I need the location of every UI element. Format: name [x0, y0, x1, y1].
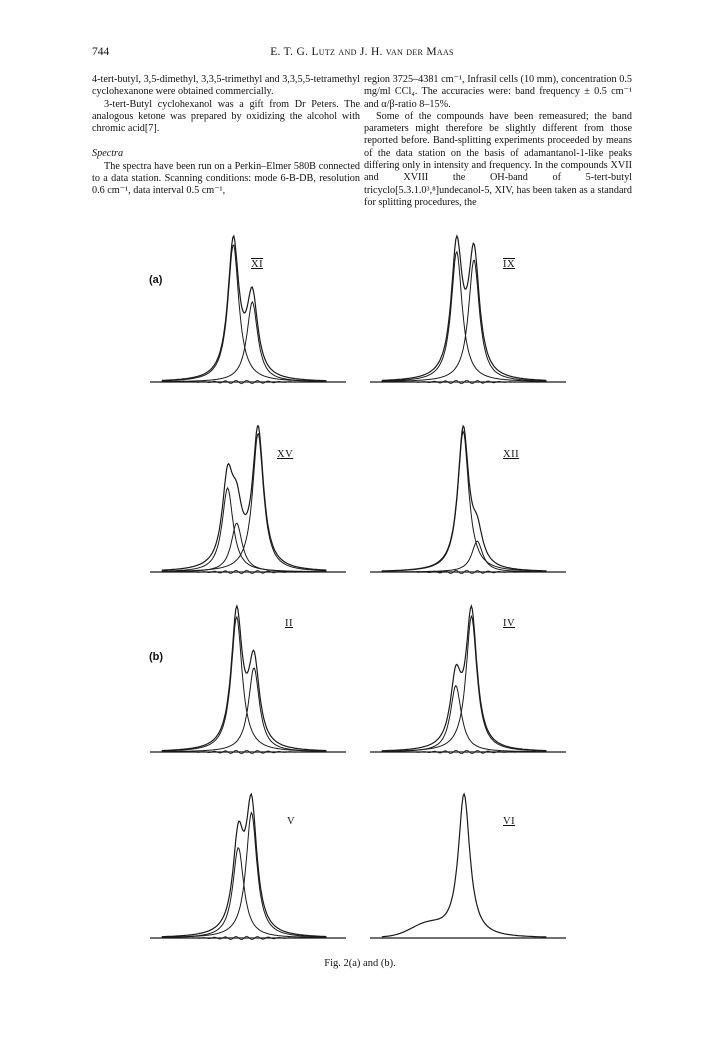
component-curve-2 — [162, 813, 327, 938]
component-curve-2 — [382, 541, 547, 572]
component-curve-2 — [162, 302, 327, 382]
page-header — [92, 46, 632, 62]
envelope-curve — [382, 236, 547, 380]
paragraph-region: region 3725–4381 cm⁻¹, Infrasil cells (10 mm), concentration 0.5 mg/ml CCl₄. The accuracies were: band frequency ± 0.5 cm⁻¹ and α/β-ratio 8–15%. — [364, 74, 632, 110]
spectrum-label-xv: XV — [277, 449, 294, 460]
component-curve-1 — [162, 617, 327, 751]
section-heading-spectra: Spectra — [92, 148, 124, 160]
component-curve-1 — [382, 432, 547, 572]
residual-curve — [162, 570, 327, 573]
spectrum-label-v: V — [287, 816, 296, 827]
spectrum-ii — [150, 598, 346, 758]
page-number: 744 — [92, 46, 110, 58]
spectrum-xv — [150, 418, 346, 578]
spectrum-xii — [370, 418, 566, 578]
envelope-curve — [382, 426, 547, 571]
paragraph-compounds: 4-tert-butyl, 3,5-dimethyl, 3,3,5-trimethyl and 3,3,5,5-tetramethyl cyclohexanone were obtained commercially. — [92, 74, 360, 98]
spectrum-label-ii: II — [285, 618, 293, 629]
residual-curve — [162, 750, 327, 753]
spectrum-xi — [150, 228, 346, 388]
spectrum-label-ix: IX — [503, 259, 516, 270]
envelope-curve — [162, 794, 327, 937]
envelope-curve — [162, 426, 327, 570]
spectrum-ix — [370, 228, 566, 388]
envelope-curve — [382, 794, 547, 937]
component-curve-2 — [162, 523, 327, 572]
spectrum-iv — [370, 598, 566, 758]
component-curve-2 — [382, 616, 547, 751]
spectrum-label-xii: XII — [503, 449, 520, 460]
spectrum-v — [150, 786, 346, 944]
residual-curve — [382, 570, 547, 573]
component-curve-2 — [162, 668, 327, 752]
spectrum-label-vi: VI — [503, 816, 516, 827]
residual-curve — [162, 936, 327, 939]
component-curve-2 — [382, 260, 547, 381]
text-column-right — [364, 74, 632, 209]
paragraph-ketone: 3-tert-Butyl cyclohexanol was a gift from Dr Peters. The analogous ketone was prepared by oxidizing the alcohol with chromic acid[7]. — [92, 98, 360, 135]
paragraph-remeasured: Some of the compounds have been remeasured; the band parameters might therefore be slightly different from those reported before. Band-splitting experiments proceeded by means of the data station on the basis of adamantanol-1-like peaks differing only in intensity and frequency. In the compounds XVII and XVIII the OH-band of 5-tert-butyl tricyclo[5.3.1.0³,⁸]undecanol-5, XIV, has been taken as a standard for splitting procedures, the — [364, 110, 632, 208]
component-curve-1 — [382, 686, 547, 752]
residual-curve — [382, 750, 547, 753]
residual-curve — [162, 380, 327, 383]
spectrum-label-iv: IV — [503, 618, 516, 629]
figure-caption: Fig. 2(a) and (b). — [324, 958, 396, 969]
panel-label-a: (a) — [149, 274, 163, 286]
panel-label-b: (b) — [149, 651, 164, 663]
envelope-curve — [162, 606, 327, 751]
envelope-curve — [382, 606, 547, 751]
component-curve-1 — [382, 252, 547, 381]
envelope-curve — [162, 236, 327, 381]
text-column-left — [92, 74, 360, 198]
paragraph-spectra: The spectra have been run on a Perkin–Elmer 580B connected to a data station. Scanning conditions: mode 6-B-DB, resolution 0.6 cm⁻¹, data interval 0.5 cm⁻¹, — [92, 160, 360, 197]
residual-curve — [382, 380, 547, 383]
component-curve-3 — [162, 434, 327, 572]
running-head: E. T. G. Lutz and J. H. van der Maas — [270, 46, 454, 58]
spectrum-vi — [370, 786, 566, 944]
component-curve-1 — [162, 848, 327, 938]
spectrum-label-xi: XI — [251, 259, 264, 270]
component-curve-1 — [162, 488, 327, 572]
component-curve-1 — [162, 245, 327, 381]
